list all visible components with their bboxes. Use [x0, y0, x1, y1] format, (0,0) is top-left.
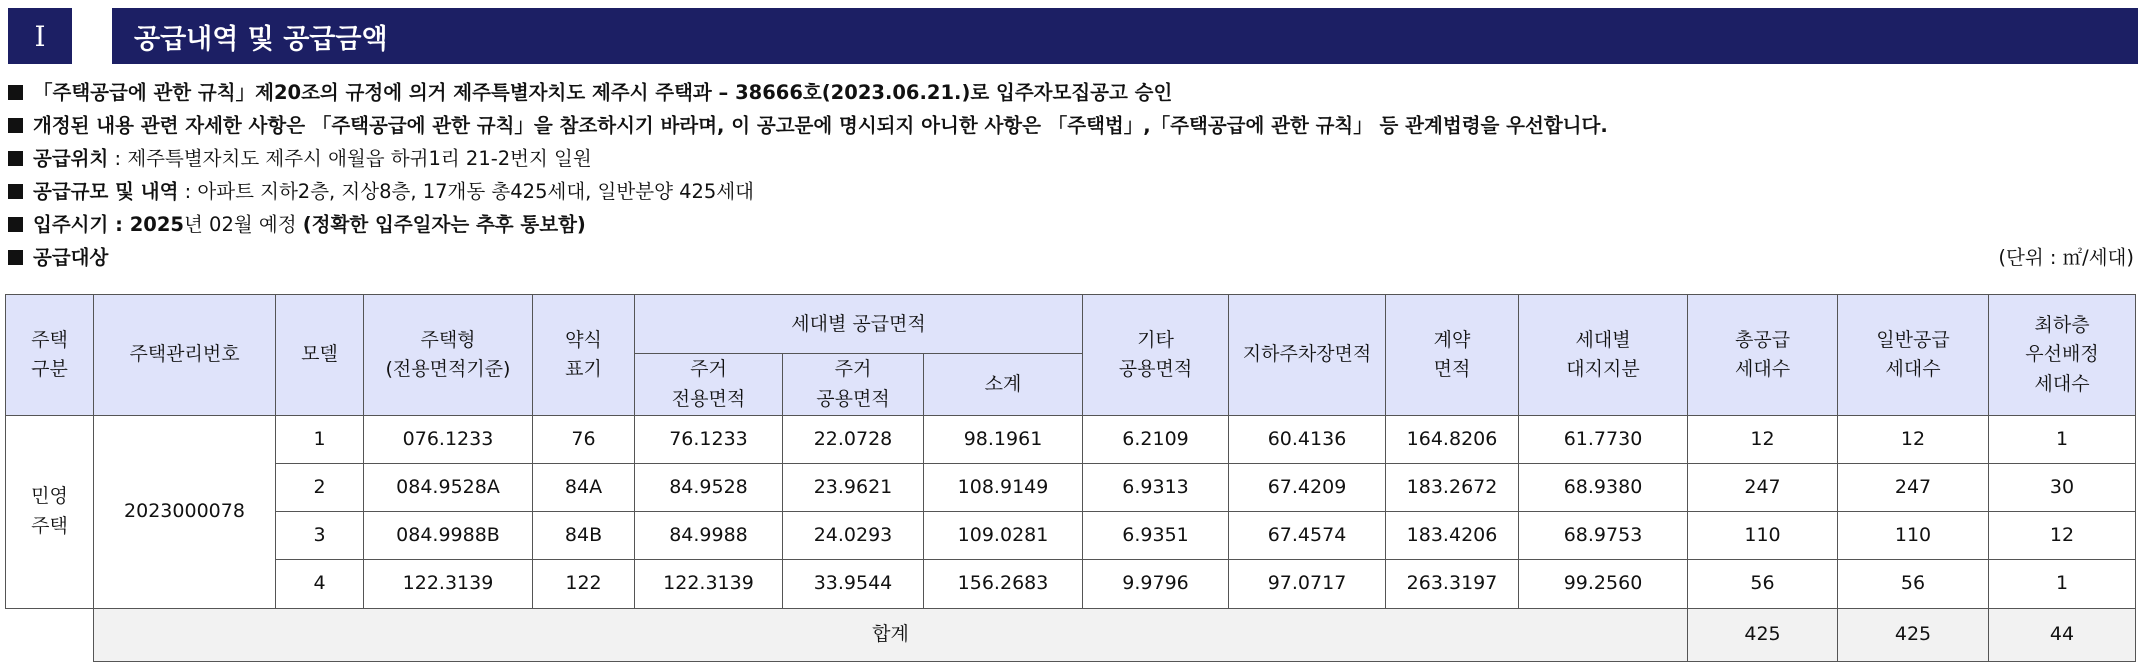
- notice-target: [8, 241, 2138, 274]
- housing-type-cell: 민영 주택: [6, 415, 94, 608]
- col-private-area: 주거 전용면적: [635, 354, 783, 416]
- house-type-cell: 076.1233: [364, 415, 533, 463]
- parking-cell: 97.0717: [1229, 560, 1386, 608]
- common-area-cell: 22.0728: [783, 415, 924, 463]
- bullet-square-icon: [8, 217, 23, 232]
- col-supply-area: 세대별 공급면적: [635, 295, 1083, 354]
- col-mgmt-no: 주택관리번호: [94, 295, 276, 416]
- land-share-cell: 99.2560: [1519, 560, 1688, 608]
- abbr-cell: 84A: [533, 464, 635, 512]
- abbr-cell: 122: [533, 560, 635, 608]
- section-number: I: [8, 8, 72, 64]
- bullet-square-icon: [8, 151, 23, 166]
- col-land-share: 세대별 대지지분: [1519, 295, 1688, 416]
- bullet-square-icon: [8, 184, 23, 199]
- col-contract: 계약 면적: [1386, 295, 1519, 416]
- model-cell: 2: [276, 464, 364, 512]
- general-units-sum: 425: [1838, 608, 1989, 661]
- lowest-floor-cell: 12: [1989, 512, 2136, 560]
- scale-value: : 아파트 지하2층, 지상8층, 17개동 총425세대, 일반분양 425세대: [178, 180, 754, 203]
- general-units-cell: 110: [1838, 512, 1989, 560]
- notice-approval-text: 「주택공급에 관한 규칙」제20조의 규정에 의거 제주특별자치도 제주시 주택과 – 38666호(2023.06.21.)로 입주자모집공고 승인: [33, 81, 1173, 104]
- location-value: : 제주특별자치도 제주시 애월읍 하귀1리 21-2번지 일원: [108, 147, 592, 170]
- col-other-common: 기타 공용면적: [1083, 295, 1229, 416]
- total-units-sum: 425: [1688, 608, 1838, 661]
- table-row: [6, 415, 2136, 463]
- section-header: [8, 8, 2138, 64]
- subtotal-cell: 108.9149: [924, 464, 1083, 512]
- location-label: 공급위치: [33, 147, 109, 170]
- contract-cell: 183.2672: [1386, 464, 1519, 512]
- subtotal-cell: 156.2683: [924, 560, 1083, 608]
- subtotal-cell: 98.1961: [924, 415, 1083, 463]
- private-area-cell: 76.1233: [635, 415, 783, 463]
- header-row-1: [6, 295, 2136, 354]
- mgmt-no-cell: 2023000078: [94, 415, 276, 608]
- notice-scale: [8, 175, 2138, 208]
- unit-label: (단위 : ㎡/세대): [1998, 246, 2134, 269]
- contract-cell: 263.3197: [1386, 560, 1519, 608]
- model-cell: 3: [276, 512, 364, 560]
- bullet-square-icon: [8, 250, 23, 265]
- lowest-floor-cell: 1: [1989, 560, 2136, 608]
- notice-revision: [8, 109, 2138, 142]
- table-row: [6, 560, 2136, 608]
- land-share-cell: 68.9753: [1519, 512, 1688, 560]
- parking-cell: 60.4136: [1229, 415, 1386, 463]
- col-lowest-floor: 최하층 우선배정 세대수: [1989, 295, 2136, 416]
- model-cell: 4: [276, 560, 364, 608]
- land-share-cell: 61.7730: [1519, 415, 1688, 463]
- col-house-type: 주택형 (전용면적기준): [364, 295, 533, 416]
- other-common-cell: 9.9796: [1083, 560, 1229, 608]
- col-abbr: 약식 표기: [533, 295, 635, 416]
- abbr-cell: 84B: [533, 512, 635, 560]
- col-general-units: 일반공급 세대수: [1838, 295, 1989, 416]
- total-units-cell: 12: [1688, 415, 1838, 463]
- table-row: [6, 512, 2136, 560]
- total-units-cell: 247: [1688, 464, 1838, 512]
- other-common-cell: 6.2109: [1083, 415, 1229, 463]
- col-housing-type: 주택 구분: [6, 295, 94, 416]
- table-row: [6, 464, 2136, 512]
- total-units-cell: 56: [1688, 560, 1838, 608]
- house-type-cell: 084.9528A: [364, 464, 533, 512]
- common-area-cell: 33.9544: [783, 560, 924, 608]
- parking-cell: 67.4574: [1229, 512, 1386, 560]
- contract-cell: 183.4206: [1386, 512, 1519, 560]
- target-label: 공급대상: [33, 246, 109, 269]
- movein-note: (정확한 입주일자는 추후 통보함): [302, 213, 586, 236]
- total-label: 합계: [94, 608, 1688, 661]
- notice-approval: [8, 76, 2138, 109]
- house-type-cell: 084.9988B: [364, 512, 533, 560]
- notice-movein: [8, 208, 2138, 241]
- private-area-cell: 122.3139: [635, 560, 783, 608]
- common-area-cell: 24.0293: [783, 512, 924, 560]
- private-area-cell: 84.9528: [635, 464, 783, 512]
- lowest-floor-cell: 30: [1989, 464, 2136, 512]
- col-model: 모델: [276, 295, 364, 416]
- bullet-square-icon: [8, 118, 23, 133]
- bullet-square-icon: [8, 85, 23, 100]
- col-subtotal: 소계: [924, 354, 1083, 416]
- house-type-cell: 122.3139: [364, 560, 533, 608]
- model-cell: 1: [276, 415, 364, 463]
- other-common-cell: 6.9313: [1083, 464, 1229, 512]
- total-row-spacer: [6, 608, 94, 661]
- other-common-cell: 6.9351: [1083, 512, 1229, 560]
- section-title: 공급내역 및 공급금액: [112, 8, 2138, 64]
- lowest-floor-sum: 44: [1989, 608, 2136, 661]
- subtotal-cell: 109.0281: [924, 512, 1083, 560]
- col-common-area: 주거 공용면적: [783, 354, 924, 416]
- private-area-cell: 84.9988: [635, 512, 783, 560]
- notice-revision-text: 개정된 내용 관련 자세한 사항은 「주택공급에 관한 규칙」을 참조하시기 바라며, 이 공고문에 명시되지 아니한 사항은 「주택법」,「주택공급에 관한 규칙」 등 관계법령을 우선합니다.: [33, 114, 1608, 137]
- notice-location: [8, 142, 2138, 175]
- total-row: [6, 608, 2136, 661]
- land-share-cell: 68.9380: [1519, 464, 1688, 512]
- total-units-cell: 110: [1688, 512, 1838, 560]
- movein-mid: 년 02월 예정: [184, 213, 303, 236]
- notice-list: [8, 76, 2138, 274]
- col-total-units: 총공급 세대수: [1688, 295, 1838, 416]
- general-units-cell: 56: [1838, 560, 1989, 608]
- supply-table: [5, 294, 2136, 662]
- parking-cell: 67.4209: [1229, 464, 1386, 512]
- general-units-cell: 12: [1838, 415, 1989, 463]
- abbr-cell: 76: [533, 415, 635, 463]
- lowest-floor-cell: 1: [1989, 415, 2136, 463]
- scale-label: 공급규모 및 내역: [33, 180, 179, 203]
- col-parking: 지하주차장면적: [1229, 295, 1386, 416]
- movein-label: 입주시기 : 2025: [33, 213, 184, 236]
- contract-cell: 164.8206: [1386, 415, 1519, 463]
- general-units-cell: 247: [1838, 464, 1989, 512]
- common-area-cell: 23.9621: [783, 464, 924, 512]
